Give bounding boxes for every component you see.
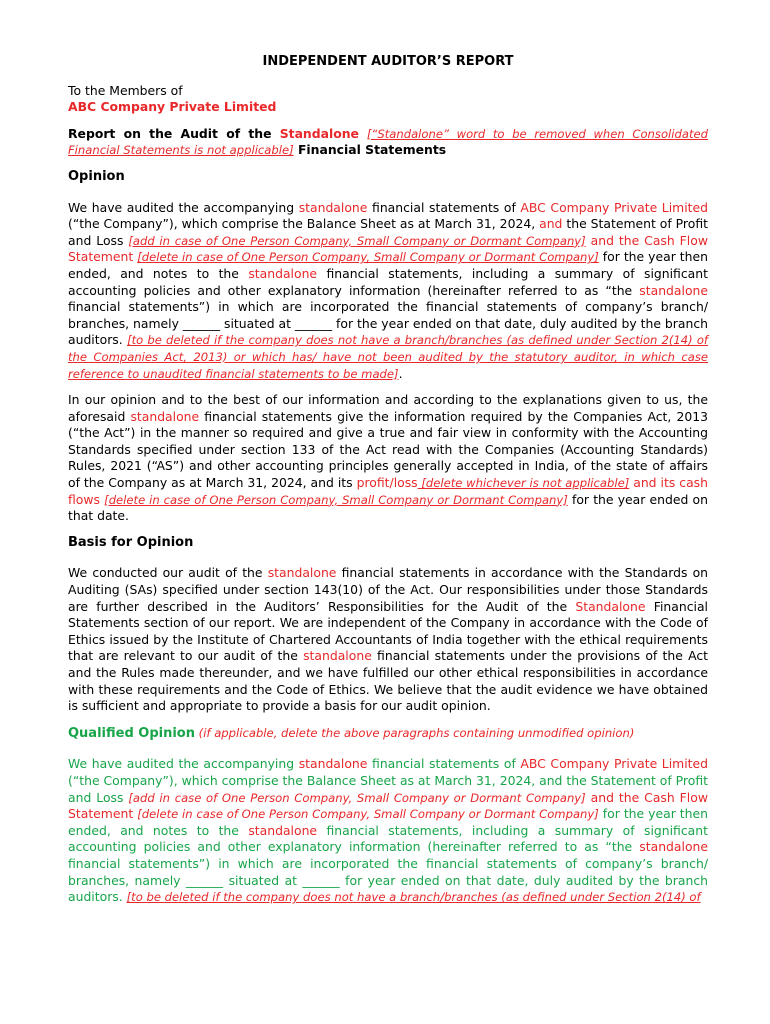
editor-note: [to be deleted if the company does not have a branch/branches (as defined under Section 2(14) of — [126, 890, 701, 905]
addressee-line: To the Members of — [68, 82, 183, 98]
basis-paragraph — [68, 565, 708, 714]
highlight-run: Standalone — [575, 598, 646, 614]
text-run: We conducted our audit of the — [68, 565, 268, 581]
editor-note: [delete in case of One Person Company, Small Company or Dormant Company] — [137, 250, 599, 265]
text-run: Financial Statements section of our report. We are independent of the Company in accordance with the Code of Ethics issued by the Institute of Chartered Accountants of India together with the ethical requirements that are relevant to our audit of the — [68, 598, 708, 664]
highlight-run: standalone — [298, 756, 368, 772]
highlight-run: standalone — [248, 265, 318, 281]
editor-note: [delete whichever is not applicable] — [417, 476, 630, 491]
text-run: financial statements, including a summary of significant accounting policies and other explanatory information (hereinafter referred to as “the — [68, 265, 708, 298]
report-title: INDEPENDENT AUDITOR’S REPORT — [262, 54, 514, 69]
green-run: financial statements”) in which are incorporated the financial statements of company’s branch/ branches, namely ______ situated at ______ for year ended on that date, duly audited by the branch auditors. — [68, 855, 708, 905]
highlight-run: standalone — [303, 648, 372, 664]
green-run: for the year then ended, and notes to the — [68, 806, 708, 838]
green-run: financial statements of — [367, 756, 521, 772]
text-run: financial statements give the information required by the Companies Act, 2013 (“the Act”) in the manner so required and give a true and fair view in conformity with the Accounting Standards specified under section 133 of the Act read with the Companies (Accounting Standards) Rules, 2021 (“AS”) and other accounting principles generally accepted in India, of the state of affairs of the Company as at March 31, 2024, and its — [68, 408, 708, 491]
green-run: financial statements, including a summary of significant accounting policies and other explanatory information (hereinafter referred to as “the — [68, 822, 708, 855]
report-heading-suffix: Financial Statements — [293, 142, 447, 158]
text-run: (“the Company”), which comprise the Balance Sheet as at March 31, 2024, — [68, 216, 540, 232]
opinion-paragraph-1 — [68, 200, 708, 383]
text-run: . — [398, 365, 403, 381]
highlight-run: standalone — [130, 408, 200, 424]
report-heading — [68, 126, 708, 159]
editor-note: [delete in case of One Person Company, Small Company or Dormant Company] — [104, 492, 568, 507]
highlight-run: and its cash flows — [68, 475, 708, 507]
qualified-heading: Qualified Opinion — [68, 725, 195, 741]
highlight-run: standalone — [298, 199, 368, 215]
highlight-run: standalone — [267, 565, 337, 581]
text-run: In our opinion and to the best of our information and according to the explanations given to us, the aforesaid — [68, 392, 708, 424]
green-run: (“the Company”), which comprise the Balance Sheet as at March 31, 2024, and the Statement of Profit and Loss — [68, 772, 708, 805]
report-body — [68, 54, 708, 906]
report-heading-prefix: Report on the Audit of the — [68, 125, 280, 141]
highlight-run: profit/loss — [356, 475, 418, 491]
editor-note: [add in case of One Person Company, Small Company or Dormant Company] — [128, 790, 586, 805]
editor-note: [add in case of One Person Company, Small Company or Dormant Company] — [128, 233, 586, 248]
text-run: the Statement of Profit and Loss — [68, 216, 708, 248]
opinion-paragraph-2 — [68, 392, 708, 525]
editor-note: [delete in case of One Person Company, Small Company or Dormant Company] — [137, 807, 599, 822]
highlight-run: standalone — [248, 822, 318, 838]
qualified-paragraph — [68, 756, 708, 905]
editor-note: [to be deleted if the company does not have a branch/branches (as defined under Section 2(14) of the Companies Act, 2013) or which has/ have not been audited by the statutory auditor, in which case reference to unaudited financial statements to be made] — [68, 333, 708, 381]
text-run: financial statements of — [367, 199, 521, 215]
qualified-heading-line — [68, 725, 708, 743]
opinion-heading: Opinion — [68, 168, 125, 184]
basis-heading: Basis for Opinion — [68, 534, 194, 550]
highlight-run: and the Cash Flow Statement — [68, 232, 708, 265]
report-heading-note: [“Standalone” word to be removed when Consolidated Financial Statements is not applicable] — [68, 126, 708, 158]
text-run: for the year ended on that date. — [68, 491, 708, 524]
text-run: for the year then ended, and notes to the — [68, 249, 708, 281]
text-run: financial statements”) in which are incorporated the financial statements of company’s branch/ branches, namely ______ situated at ______ for the year ended on that date, duly audited by the branch auditors. — [68, 299, 708, 348]
text-run: financial statements in accordance with the Standards on Auditing (SAs) specified under section 143(10) of the Act. Our responsibilities under those Standards are further described in the Auditors’ Responsibilities for the Audit of the — [68, 565, 709, 614]
highlight-run: ABC Company Private Limited — [520, 756, 708, 772]
highlight-run: standalone — [639, 839, 708, 855]
green-run: We have audited the accompanying — [68, 756, 299, 772]
company-name: ABC Company Private Limited — [68, 99, 277, 115]
highlight-run: and — [539, 216, 563, 232]
highlight-run: standalone — [639, 282, 708, 298]
text-run: We have audited the accompanying — [68, 199, 299, 215]
report-heading-standalone: Standalone — [279, 125, 359, 141]
highlight-run: ABC Company Private Limited — [520, 199, 708, 215]
highlight-run: and the Cash Flow Statement — [68, 789, 708, 822]
text-run: financial statements under the provisions of the Act and the Rules made thereunder, and we have fulfilled our other ethical responsibilities in accordance with these requirements and the Code of Ethics. We believe that the audit evidence we have obtained is sufficient and appropriate to provide a basis for our audit opinion. — [68, 648, 708, 714]
qualified-note: (if applicable, delete the above paragraphs containing unmodified opinion) — [195, 725, 635, 740]
